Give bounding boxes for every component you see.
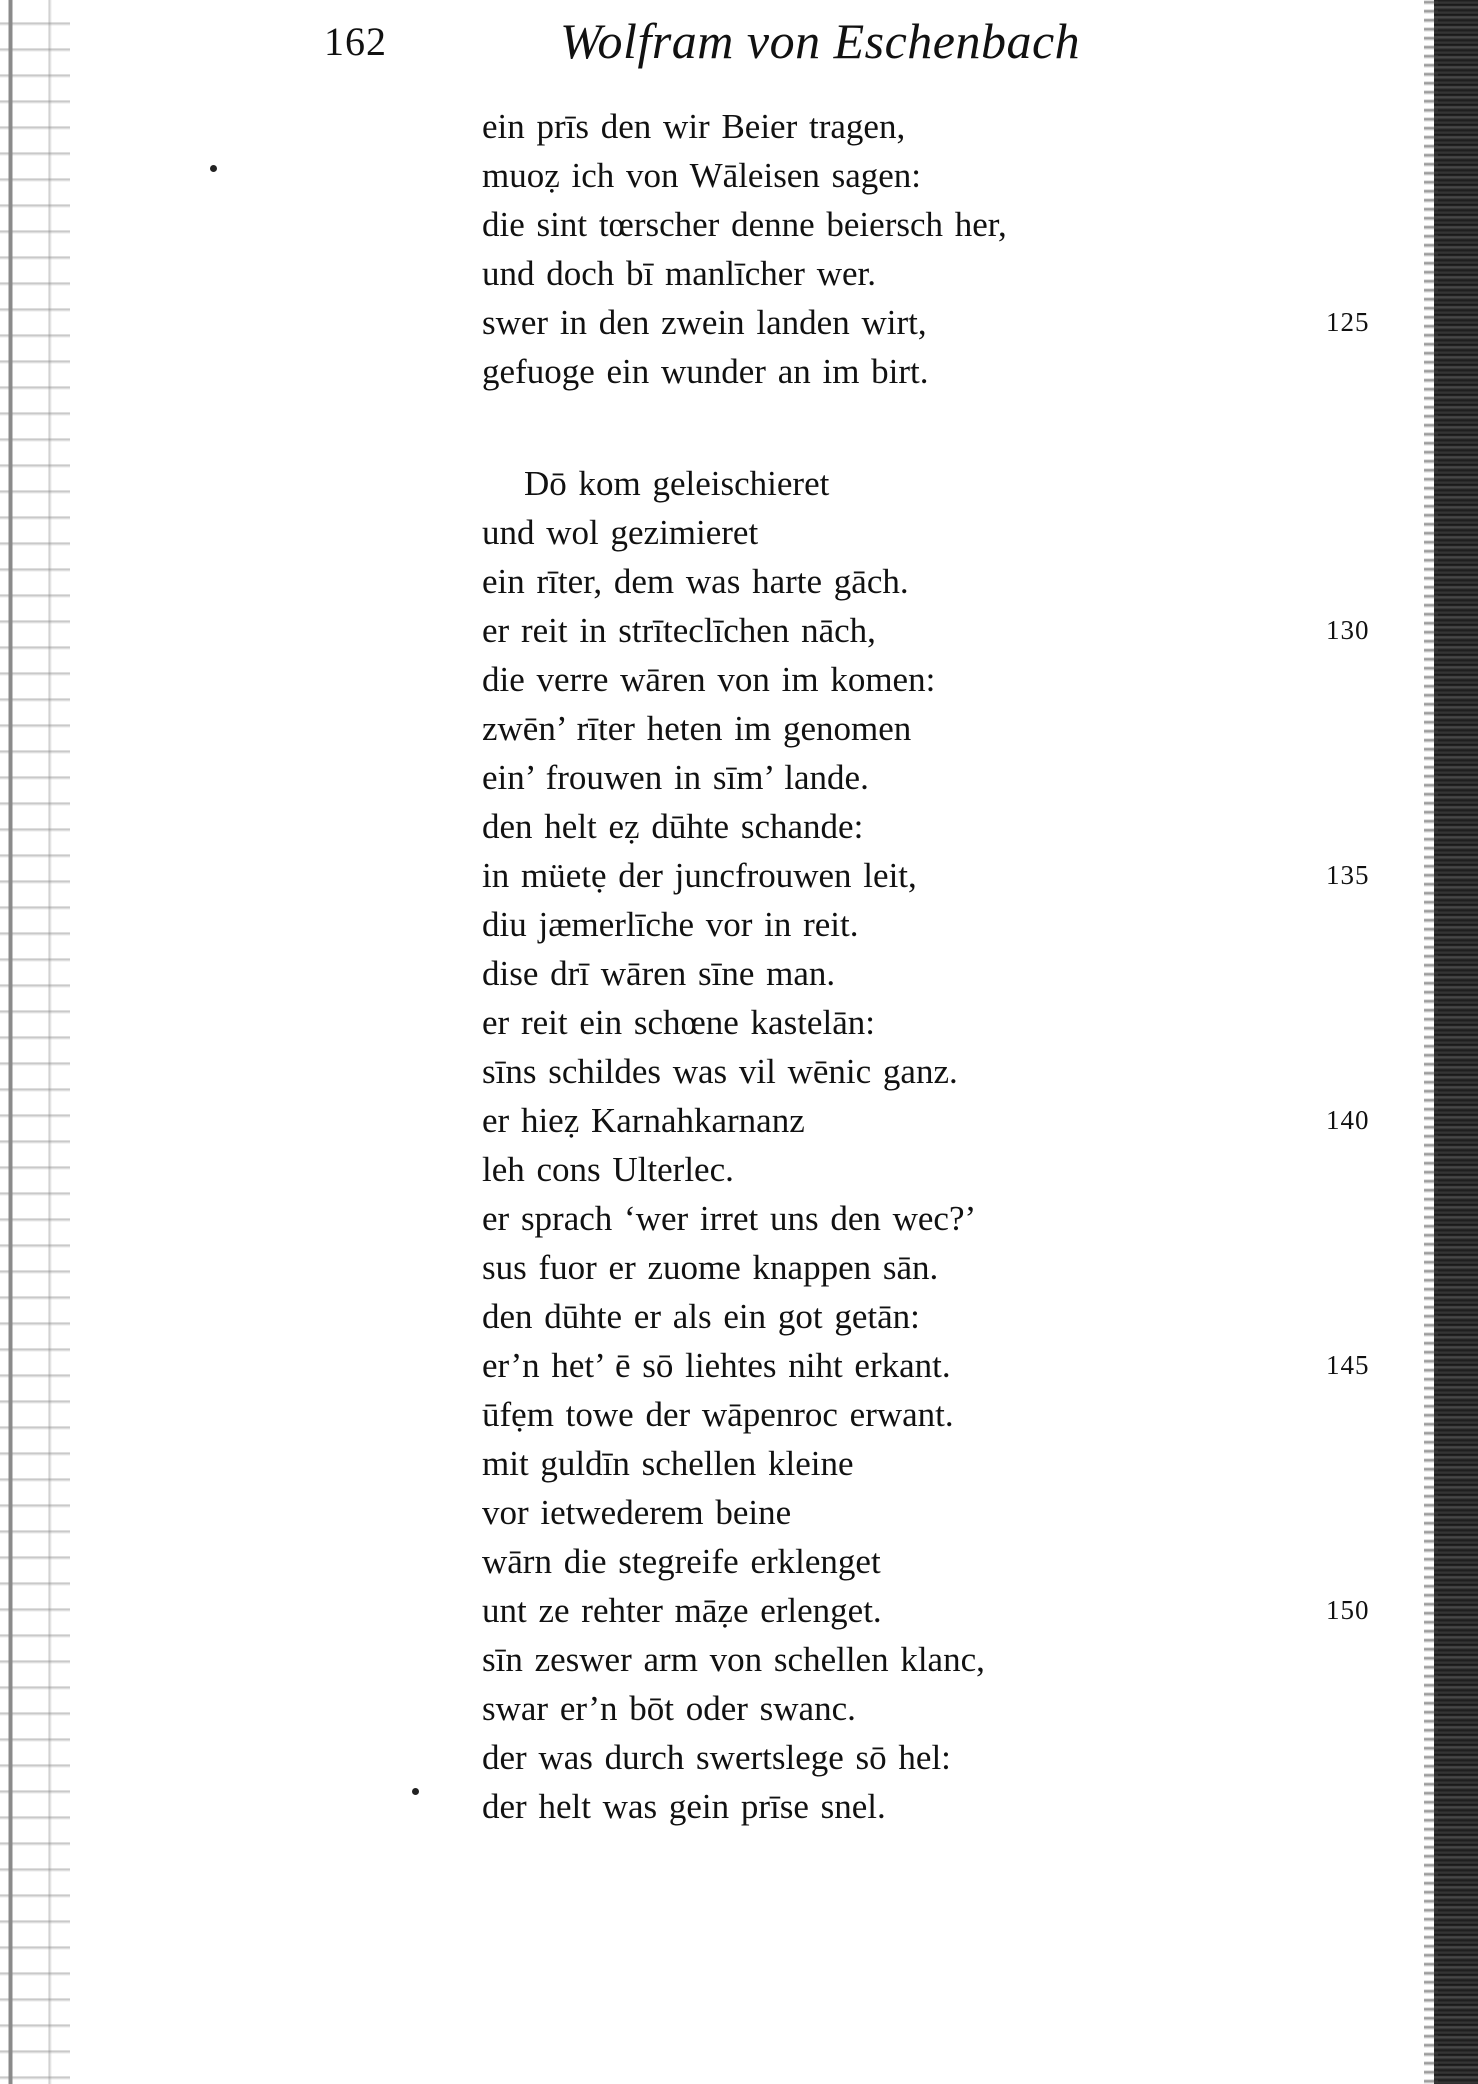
line-text: er reit in strīteclīchen nāch, (482, 611, 876, 650)
poem-line (482, 1292, 1402, 1341)
poem-line (482, 655, 1402, 704)
poem-line (482, 1586, 1402, 1635)
line-text: den dūhte er als ein got getān: (482, 1297, 920, 1336)
poem-line (482, 1390, 1402, 1439)
line-text: ūfẹm towe der wāpenroc erwant. (482, 1395, 954, 1434)
page-number: 162 (324, 19, 387, 64)
poem-line (482, 151, 1402, 200)
line-number: 130 (1326, 615, 1370, 645)
line-number: 150 (1326, 1595, 1370, 1625)
line-text: Dō kom geleischieret (524, 464, 830, 503)
poem-line (482, 1488, 1402, 1537)
poem-line (482, 1194, 1402, 1243)
line-text: und doch bī manlīcher wer. (482, 254, 876, 293)
scan-edge-left (0, 0, 70, 2084)
line-text: ein prīs den wir Beier tragen, (482, 107, 906, 146)
poem-line (482, 1047, 1402, 1096)
line-text: und wol gezimieret (482, 513, 759, 552)
line-text: swar er’n bōt oder swanc. (482, 1689, 856, 1728)
line-text: sīns schildes was vil wēnic ganz. (482, 1052, 958, 1091)
poem-line (482, 200, 1402, 249)
ink-speck (412, 1788, 419, 1795)
line-text: die sint tœrscher denne beiersch her, (482, 205, 1007, 244)
line-text: den helt eẓ dūhte schande: (482, 807, 864, 846)
poem-line (482, 1684, 1402, 1733)
line-text: sus fuor er zuome knappen sān. (482, 1248, 939, 1287)
poem-line (482, 508, 1402, 557)
poem-line (482, 1096, 1402, 1145)
poem-line (482, 298, 1402, 347)
line-text: ein’ frouwen in sīm’ lande. (482, 758, 869, 797)
line-text: der was durch swertslege sō hel: (482, 1738, 951, 1777)
ink-speck (210, 165, 217, 172)
poem-line (482, 557, 1402, 606)
poem-line (482, 1439, 1402, 1488)
line-text: unt ze rehter māẓe erlenget. (482, 1591, 882, 1630)
line-text: er hieẓ Karnahkarnanz (482, 1101, 805, 1140)
line-text: er’n het’ ē sō liehtes niht erkant. (482, 1346, 951, 1385)
poem-line (482, 753, 1402, 802)
poem-line (482, 1782, 1402, 1831)
poem-line (482, 998, 1402, 1047)
poem-line (482, 900, 1402, 949)
poem-line (482, 249, 1402, 298)
poem-line (482, 1145, 1402, 1194)
poem-line (482, 1635, 1402, 1684)
running-title: Wolfram von Eschenbach (560, 13, 1081, 69)
line-text: sīn zeswer arm von schellen klanc, (482, 1640, 985, 1679)
poem-line (482, 704, 1402, 753)
poem-line (482, 347, 1402, 396)
line-text: swer in den zwein landen wirt, (482, 303, 927, 342)
line-text: muoẓ ich von Wāleisen sagen: (482, 156, 922, 195)
poem-line (482, 102, 1402, 151)
scan-edge-right (1434, 0, 1478, 2084)
line-text: mit guldīn schellen kleine (482, 1444, 854, 1483)
poem-line (482, 606, 1402, 655)
poem-line (482, 1243, 1402, 1292)
poem-line (482, 1537, 1402, 1586)
line-text: die verre wāren von im komen: (482, 660, 936, 699)
poem-line (482, 851, 1402, 900)
poem-line (482, 802, 1402, 851)
line-text: in müetẹ der juncfrouwen leit, (482, 856, 917, 895)
line-text: der helt was gein prīse snel. (482, 1787, 886, 1826)
line-text: er sprach ‘wer irret uns den wec?’ (482, 1199, 977, 1238)
line-number: 125 (1326, 307, 1370, 337)
line-text: zwēn’ rīter heten im genomen (482, 709, 912, 748)
line-text: er reit ein schœne kastelān: (482, 1003, 875, 1042)
line-number: 135 (1326, 860, 1370, 890)
line-text: leh cons Ulterlec. (482, 1150, 734, 1189)
line-text: ein rīter, dem was harte gāch. (482, 562, 909, 601)
line-number: 140 (1326, 1105, 1370, 1135)
page-header (0, 8, 1478, 68)
poem-line (482, 1733, 1402, 1782)
poem-line (482, 1341, 1402, 1390)
line-text: dise drī wāren sīne man. (482, 954, 836, 993)
line-text: gefuoge ein wunder an im birt. (482, 352, 929, 391)
line-text: vor ietwederem beine (482, 1493, 792, 1532)
poem-line (482, 949, 1402, 998)
line-number: 145 (1326, 1350, 1370, 1380)
poem-line (482, 459, 1402, 508)
line-text: wārn die stegreife erklenget (482, 1542, 881, 1581)
line-text: diu jæmerlīche vor in reit. (482, 905, 859, 944)
